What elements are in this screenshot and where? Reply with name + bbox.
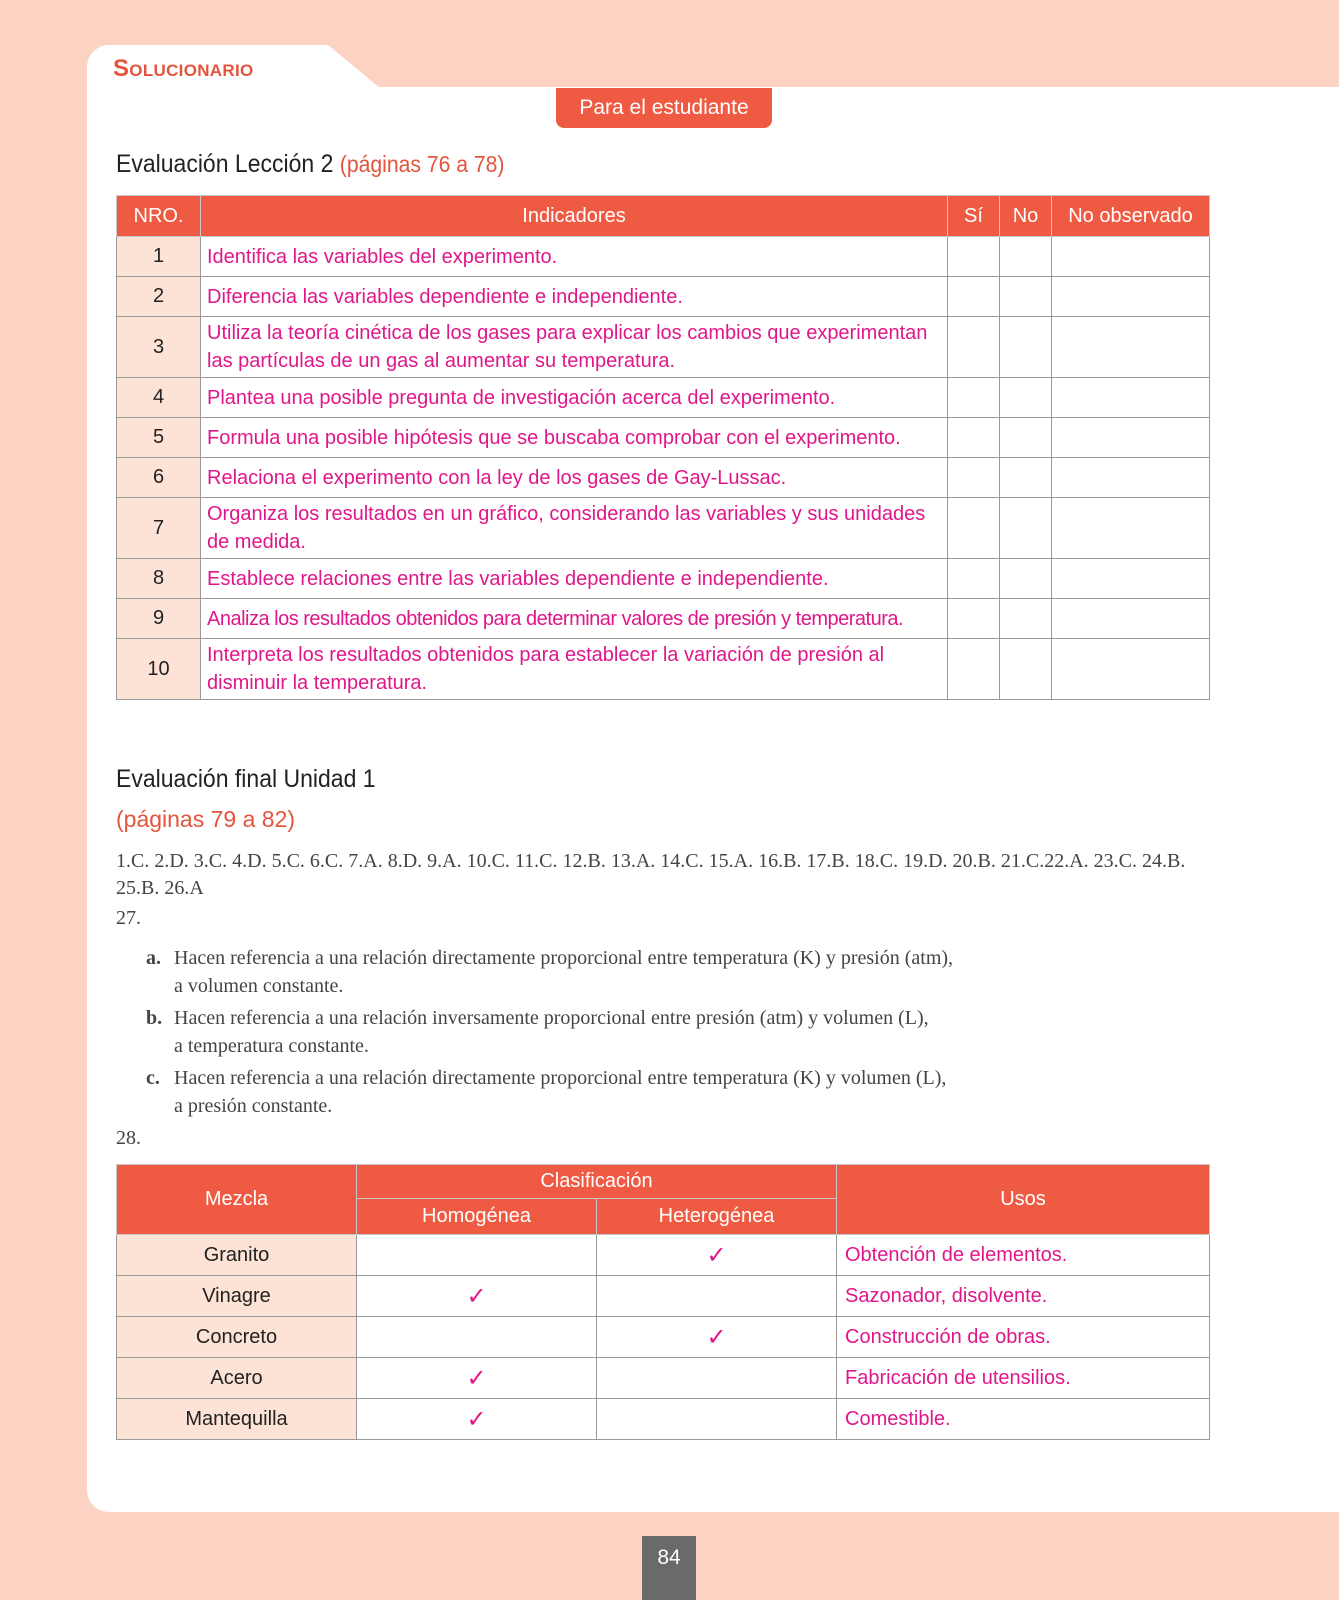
uso-text: Comestible.: [837, 1399, 1210, 1440]
table-row: [117, 599, 1210, 639]
table-row: [117, 1276, 1210, 1317]
item-line1: Hacen referencia a una relación inversamente proporcional entre presión (atm) y volumen (L),: [174, 1007, 929, 1029]
item-letter: b.: [146, 1007, 163, 1029]
q27-item-c: [146, 1064, 1086, 1120]
table-row: [117, 1317, 1210, 1358]
answer-key: 1.C. 2.D. 3.C. 4.D. 5.C. 6.C. 7.A. 8.D. 9.A. 10.C. 11.C. 12.B. 13.A. 14.C. 15.A. 16.B. 17.B. 18.C. 19.D. 20.B. 21.C.22.A. 23.C. 24.B. 25.B. 26.A: [116, 850, 1186, 899]
cell-no-observado: [1052, 599, 1210, 639]
row-number: 8: [117, 559, 201, 599]
table-row: [117, 378, 1210, 418]
col-no-observado: No observado: [1052, 196, 1210, 237]
table-row: [117, 559, 1210, 599]
indicator-text: Plantea una posible pregunta de investigación acerca del experimento.: [201, 378, 948, 418]
cell-no: [1000, 458, 1052, 498]
item-line2: a presión constante.: [174, 1095, 333, 1117]
cell-no: [1000, 639, 1052, 700]
heterogenea-check: ✓: [597, 1235, 837, 1276]
table-row: [117, 1358, 1210, 1399]
uso-text: Fabricación de utensilios.: [837, 1358, 1210, 1399]
col-no: No: [1000, 196, 1052, 237]
table-row: [117, 458, 1210, 498]
cell-no: [1000, 498, 1052, 559]
table-row: [117, 639, 1210, 700]
indicator-text: Formula una posible hipótesis que se buscaba comprobar con el experimento.: [201, 418, 948, 458]
table-row: [117, 498, 1210, 559]
table-row: [117, 237, 1210, 277]
cell-no: [1000, 599, 1052, 639]
col-mezcla: Mezcla: [117, 1165, 357, 1235]
homogenea-check: ✓: [357, 1358, 597, 1399]
cell-no-observado: [1052, 277, 1210, 317]
indicator-text: Identifica las variables del experimento.: [201, 237, 948, 277]
mezcla-name: Acero: [117, 1358, 357, 1399]
table-row: [117, 317, 1210, 378]
col-nro: NRO.: [117, 196, 201, 237]
cell-no-observado: [1052, 639, 1210, 700]
item-line2: a volumen constante.: [174, 975, 344, 997]
mezcla-name: Granito: [117, 1235, 357, 1276]
row-number: 9: [117, 599, 201, 639]
heterogenea-check: [597, 1399, 837, 1440]
col-clasificacion: Clasificación: [357, 1165, 837, 1199]
cell-si: [948, 317, 1000, 378]
indicators-table: [116, 195, 1210, 700]
cell-si: [948, 237, 1000, 277]
q27-item-b: [146, 1004, 1086, 1060]
homogenea-check: [357, 1235, 597, 1276]
homogenea-check: ✓: [357, 1276, 597, 1317]
cell-no: [1000, 277, 1052, 317]
cell-si: [948, 599, 1000, 639]
cell-no-observado: [1052, 317, 1210, 378]
student-tab-label: Para el estudiante: [556, 88, 772, 128]
mezcla-name: Concreto: [117, 1317, 357, 1358]
col-usos: Usos: [837, 1165, 1210, 1235]
cell-si: [948, 559, 1000, 599]
row-number: 10: [117, 639, 201, 700]
uso-text: Construcción de obras.: [837, 1317, 1210, 1358]
cell-no-observado: [1052, 559, 1210, 599]
indicator-text: Utiliza la teoría cinética de los gases para explicar los cambios que experimentan las partículas de un gas al aumentar su temperatura.: [201, 317, 948, 378]
item-letter: c.: [146, 1067, 160, 1089]
mezcla-name: Mantequilla: [117, 1399, 357, 1440]
indicator-text: Establece relaciones entre las variables dependiente e independiente.: [201, 559, 948, 599]
page-number: 84: [642, 1536, 696, 1600]
section2-pages: (páginas 79 a 82): [116, 806, 296, 832]
section1-pages: (páginas 76 a 78): [339, 151, 505, 177]
section2-title: Evaluación final Unidad 1: [116, 765, 376, 793]
cell-no: [1000, 237, 1052, 277]
indicator-text: Analiza los resultados obtenidos para determinar valores de presión y temperatura.: [201, 599, 948, 639]
row-number: 6: [117, 458, 201, 498]
row-number: 7: [117, 498, 201, 559]
indicator-text: Relaciona el experimento con la ley de los gases de Gay-Lussac.: [201, 458, 948, 498]
table-row: [117, 277, 1210, 317]
cell-no-observado: [1052, 498, 1210, 559]
mezcla-name: Vinagre: [117, 1276, 357, 1317]
col-indicadores: Indicadores: [201, 196, 948, 237]
cell-no-observado: [1052, 418, 1210, 458]
heterogenea-check: [597, 1358, 837, 1399]
homogenea-check: [357, 1317, 597, 1358]
item-line1: Hacen referencia a una relación directamente proporcional entre temperatura (K) y presión (atm),: [174, 947, 954, 969]
heterogenea-check: ✓: [597, 1317, 837, 1358]
row-number: 5: [117, 418, 201, 458]
heterogenea-check: [597, 1276, 837, 1317]
cell-no: [1000, 559, 1052, 599]
cell-si: [948, 277, 1000, 317]
cell-no-observado: [1052, 237, 1210, 277]
brand-title: Solucionario: [113, 55, 254, 82]
table-row: [117, 418, 1210, 458]
q27-item-a: [146, 944, 1086, 1000]
indicator-text: Diferencia las variables dependiente e independiente.: [201, 277, 948, 317]
uso-text: Sazonador, disolvente.: [837, 1276, 1210, 1317]
item-line1: Hacen referencia a una relación directamente proporcional entre temperatura (K) y volumen (L),: [174, 1067, 947, 1089]
cell-no-observado: [1052, 458, 1210, 498]
mixtures-header-row: [117, 1165, 1210, 1199]
row-number: 4: [117, 378, 201, 418]
row-number: 1: [117, 237, 201, 277]
indicator-text: Organiza los resultados en un gráfico, considerando las variables y sus unidades de medida.: [201, 498, 948, 559]
cell-no: [1000, 418, 1052, 458]
cell-si: [948, 418, 1000, 458]
cell-no: [1000, 378, 1052, 418]
row-number: 2: [117, 277, 201, 317]
table-row: [117, 1235, 1210, 1276]
col-si: Sí: [948, 196, 1000, 237]
uso-text: Obtención de elementos.: [837, 1235, 1210, 1276]
table-row: [117, 1399, 1210, 1440]
cell-si: [948, 498, 1000, 559]
mixtures-table: [116, 1164, 1210, 1440]
item-line2: a temperatura constante.: [174, 1035, 369, 1057]
cell-si: [948, 458, 1000, 498]
row-number: 3: [117, 317, 201, 378]
cell-no-observado: [1052, 378, 1210, 418]
col-homogenea: Homogénea: [357, 1199, 597, 1235]
header-tab-slope: [300, 45, 380, 88]
cell-no: [1000, 317, 1052, 378]
cell-si: [948, 639, 1000, 700]
section1-heading: [116, 150, 504, 179]
col-heterogenea: Heterogénea: [597, 1199, 837, 1235]
homogenea-check: ✓: [357, 1399, 597, 1440]
indicators-header-row: [117, 196, 1210, 237]
question-28-label: 28.: [116, 1127, 141, 1149]
cell-si: [948, 378, 1000, 418]
section1-title: Evaluación Lección 2: [116, 150, 334, 178]
indicator-text: Interpreta los resultados obtenidos para establecer la variación de presión al disminuir la temperatura.: [201, 639, 948, 700]
item-letter: a.: [146, 947, 161, 969]
question-27-label: 27.: [116, 907, 141, 929]
